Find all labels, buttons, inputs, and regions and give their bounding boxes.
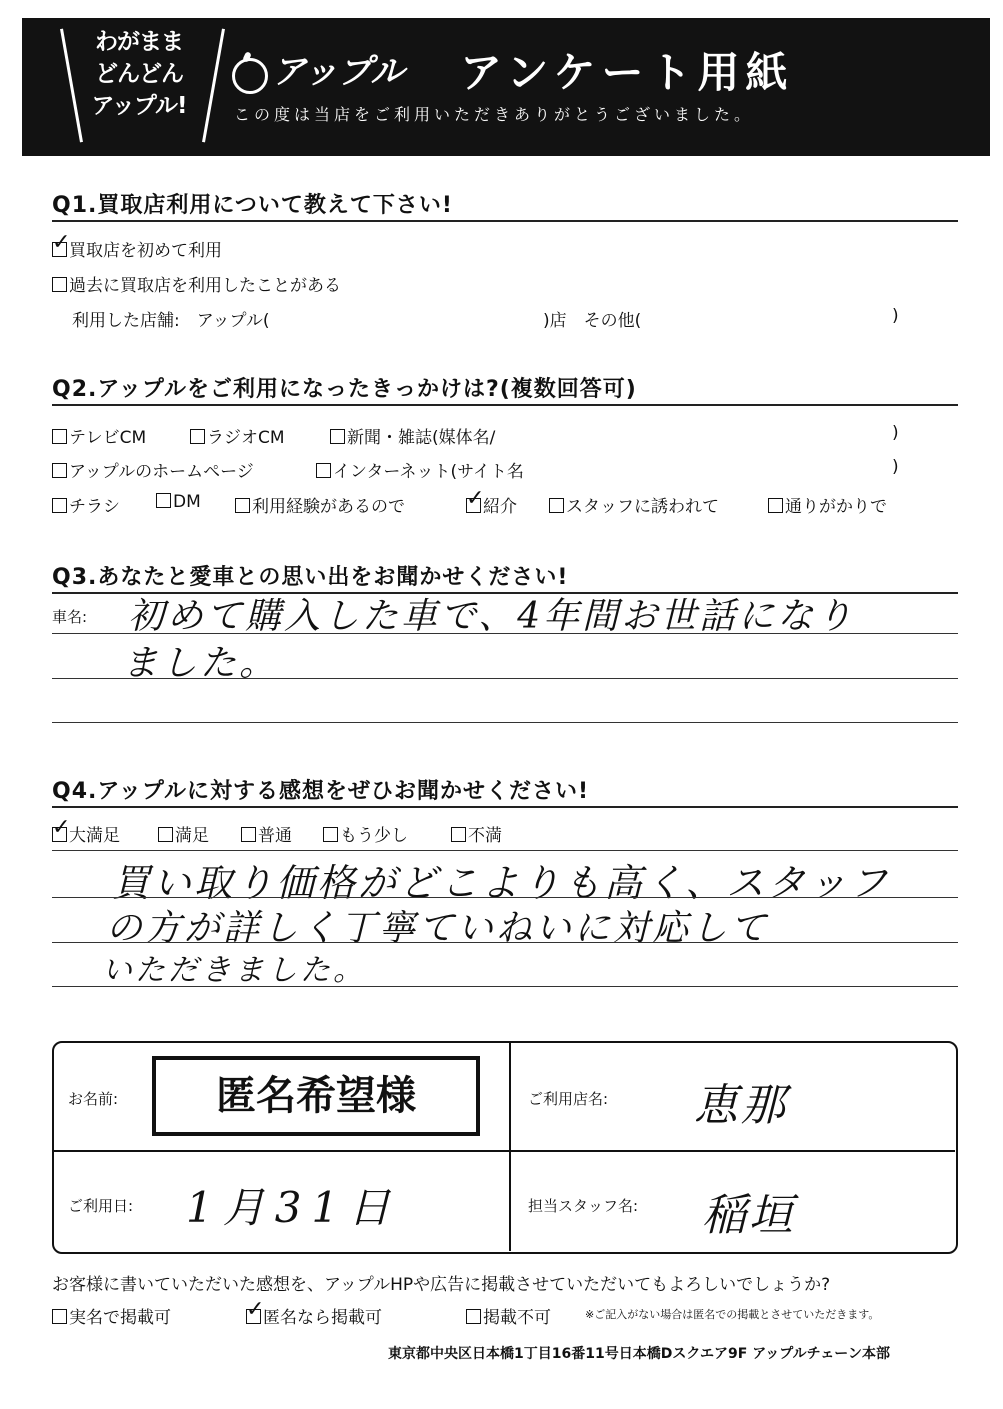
option-label: 利用経験があるので xyxy=(252,497,405,517)
slogan-line: アップル! xyxy=(91,93,187,119)
option-label: アップルのホームページ xyxy=(69,462,254,482)
q2-option-passing[interactable] xyxy=(768,492,887,517)
checkbox-icon[interactable] xyxy=(190,429,205,444)
option-label: 普通 xyxy=(258,826,292,846)
q2-row1-close: ) xyxy=(892,423,899,443)
checkbox-icon[interactable] xyxy=(451,827,466,842)
form-subtitle: この度は当店をご利用いただきありがとうございました。 xyxy=(234,105,755,124)
checkbox-checked-icon[interactable] xyxy=(466,498,481,513)
q1-rule xyxy=(52,220,958,222)
answer-line-rule xyxy=(52,942,958,943)
checkbox-icon[interactable] xyxy=(52,1309,67,1324)
date-label: ご利用日: xyxy=(68,1197,134,1215)
option-label: DM xyxy=(173,492,201,512)
name-label: お名前: xyxy=(68,1090,119,1108)
answer-line-rule xyxy=(52,722,958,723)
q2-option-flyer[interactable] xyxy=(52,492,120,517)
option-label: 掲載不可 xyxy=(483,1308,551,1328)
option-label: 新聞・雑誌(媒体名/ xyxy=(347,428,496,448)
q4-heading: Q4.アップルに対する感想をぜひお聞かせください! xyxy=(52,779,589,804)
store-name-label: ご利用店名: xyxy=(528,1090,609,1108)
checkbox-checked-icon[interactable] xyxy=(52,827,67,842)
customer-info-box xyxy=(52,1041,958,1254)
q1-store-end: ) xyxy=(892,306,899,326)
option-label: 満足 xyxy=(175,826,209,846)
q4-option-normal[interactable] xyxy=(241,821,292,846)
checkbox-icon[interactable] xyxy=(158,827,173,842)
option-label: 大満足 xyxy=(69,826,120,846)
checkbox-icon[interactable] xyxy=(768,498,783,513)
q2-rule xyxy=(52,404,958,406)
q4-answer-line: の方が詳しく丁寧ていねいに対応して xyxy=(106,908,770,949)
option-label: 紹介 xyxy=(483,497,517,517)
checkbox-icon[interactable] xyxy=(316,463,331,478)
option-label: 匿名なら掲載可 xyxy=(263,1308,382,1328)
q4-option-very-satisfied[interactable] xyxy=(52,821,120,846)
q2-option-staff[interactable] xyxy=(549,492,719,517)
head-office-address: 東京都中央区日本橋1丁目16番11号日本橋Dスクエア9F アップルチェーン本部 xyxy=(388,1346,890,1362)
pub-option-real-name[interactable] xyxy=(52,1303,171,1328)
checkbox-icon[interactable] xyxy=(52,463,67,478)
q1-option-used-before[interactable] xyxy=(52,271,341,296)
slogan-slash-right xyxy=(202,29,225,143)
option-label: 通りがかりで xyxy=(785,497,887,517)
date-value[interactable]: 1月31日 xyxy=(186,1183,401,1232)
answer-line-rule xyxy=(52,897,958,898)
option-label: 不満 xyxy=(468,826,502,846)
brand-logo: アップル xyxy=(272,52,405,92)
q1-store-prefix: 利用した店舗: アップル( xyxy=(72,311,270,331)
q3-heading: Q3.あなたと愛車との思い出をお聞かせください! xyxy=(52,565,569,590)
q2-option-tv[interactable] xyxy=(52,423,146,448)
option-label: 過去に買取店を利用したことがある xyxy=(69,276,341,296)
q4-answer-line: いただきました。 xyxy=(102,953,366,988)
header-banner xyxy=(22,18,990,156)
q2-option-radio[interactable] xyxy=(190,423,285,448)
q2-option-homepage[interactable] xyxy=(52,457,254,482)
answer-line-rule xyxy=(52,633,958,634)
slogan-line: どんどん xyxy=(95,61,183,87)
staff-name-label: 担当スタッフ名: xyxy=(528,1197,639,1215)
q2-option-experience[interactable] xyxy=(235,492,405,517)
q2-option-referral[interactable] xyxy=(466,492,517,517)
option-label: 買取店を初めて利用 xyxy=(69,241,222,261)
pub-option-not-allowed[interactable] xyxy=(466,1303,551,1328)
option-label: チラシ xyxy=(69,497,120,517)
option-label: 実名で掲載可 xyxy=(69,1308,171,1328)
q2-heading: Q2.アップルをご利用になったきっかけは?(複数回答可) xyxy=(52,377,637,402)
checkbox-checked-icon[interactable] xyxy=(246,1309,261,1324)
publication-note: ※ご記入がない場合は匿名での掲載とさせていただきます。 xyxy=(585,1308,880,1321)
name-field[interactable]: 匿名希望様 xyxy=(152,1056,480,1136)
checkbox-icon[interactable] xyxy=(466,1309,481,1324)
checkbox-icon[interactable] xyxy=(549,498,564,513)
car-name-label: 車名: xyxy=(52,608,88,626)
q1-option-first-time[interactable] xyxy=(52,236,222,261)
q2-option-newspaper[interactable] xyxy=(330,423,495,448)
checkbox-icon[interactable] xyxy=(323,827,338,842)
pub-option-anonymous[interactable] xyxy=(246,1303,382,1328)
q2-option-internet[interactable] xyxy=(316,457,524,482)
checkbox-checked-icon[interactable] xyxy=(52,242,67,257)
q1-heading: Q1.買取店利用について教えて下さい! xyxy=(52,193,453,218)
info-divider-vertical xyxy=(509,1043,511,1251)
q2-option-dm[interactable] xyxy=(156,492,201,512)
info-divider-horizontal xyxy=(54,1150,955,1152)
slogan xyxy=(74,26,204,122)
answer-line-rule xyxy=(52,850,958,851)
checkbox-icon[interactable] xyxy=(156,493,171,508)
form-title: アンケート用紙 xyxy=(460,48,794,97)
option-label: ラジオCM xyxy=(207,428,285,448)
slogan-line: わがまま xyxy=(95,29,183,55)
q4-option-a-little[interactable] xyxy=(323,821,408,846)
answer-line-rule xyxy=(52,986,958,987)
publication-question: お客様に書いていただいた感想を、アップルHPや広告に掲載させていただいてもよろしいでしょうか? xyxy=(52,1275,831,1295)
staff-name-value[interactable]: 稲垣 xyxy=(702,1190,796,1241)
q4-option-satisfied[interactable] xyxy=(158,821,209,846)
q3-answer-line: 初めて購入した車で、4年間お世話になり xyxy=(128,596,856,637)
apple-logo-icon xyxy=(232,58,268,94)
answer-line-rule xyxy=(52,678,958,679)
checkbox-icon[interactable] xyxy=(52,429,67,444)
option-label: テレビCM xyxy=(69,428,147,448)
option-label: スタッフに誘われて xyxy=(566,497,719,517)
q4-option-dissatisfied[interactable] xyxy=(451,821,502,846)
checkbox-icon[interactable] xyxy=(241,827,256,842)
q3-answer-line: ました。 xyxy=(122,643,279,684)
checkbox-icon[interactable] xyxy=(330,429,345,444)
checkbox-icon[interactable] xyxy=(52,498,67,513)
q4-rule xyxy=(52,806,958,808)
checkbox-icon[interactable] xyxy=(235,498,250,513)
q2-row2-close: ) xyxy=(892,457,899,477)
option-label: インターネット(サイト名 xyxy=(333,462,524,482)
option-label: もう少し xyxy=(340,826,408,846)
q4-answer-line: 買い取り価格がどこよりも高く、スタッフ xyxy=(112,861,891,905)
store-name-value[interactable]: 恵那 xyxy=(694,1080,788,1131)
checkbox-icon[interactable] xyxy=(52,277,67,292)
q1-store-mid: )店 その他( xyxy=(543,311,642,331)
